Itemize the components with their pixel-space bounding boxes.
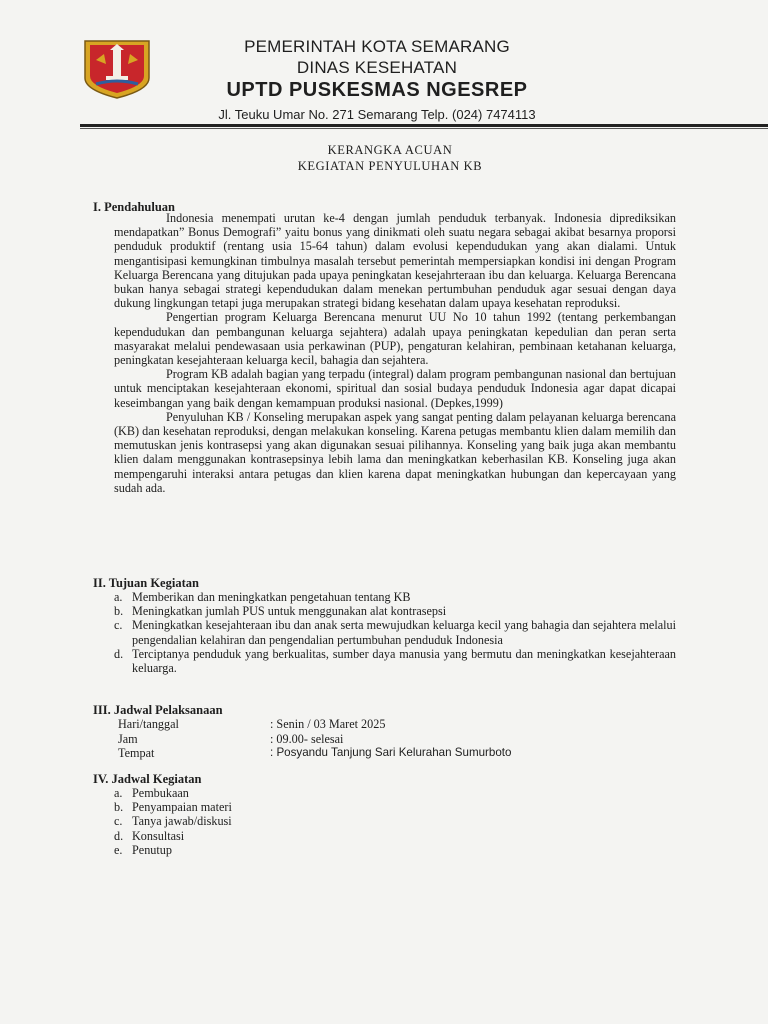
list-item	[114, 814, 676, 828]
schedule-value: : Senin / 03 Maret 2025	[270, 717, 386, 731]
schedule-key: Tempat	[118, 746, 155, 760]
section-heading-goals: II. Tujuan Kegiatan	[93, 576, 199, 590]
letterhead-institution: UPTD PUSKESMAS NGESREP	[226, 79, 528, 101]
list-item	[114, 604, 676, 618]
list-text: Penutup	[132, 842, 172, 857]
list-text: Meningkatkan kesejahteraan ibu dan anak serta mewujudkan keluarga kecil yang bahagia dan sejahtera melalui pengendalian kelahiran dan pengendalian pertumbuhan penduduk Indonesia	[132, 618, 676, 647]
schedule-key: Hari/tanggal	[118, 717, 179, 731]
list-marker: d.	[114, 646, 124, 661]
list-marker: b.	[114, 800, 124, 815]
list-text: Memberikan dan meningkatkan pengetahuan tentang KB	[132, 590, 411, 604]
list-text: Meningkatkan jumlah PUS untuk menggunakan alat kontrasepsi	[132, 604, 447, 619]
title-line-1: KERANGKA ACUAN	[327, 143, 453, 157]
schedule-row	[118, 717, 511, 732]
letterhead-department: DINAS KESEHATAN	[296, 58, 458, 77]
list-marker: b.	[114, 604, 124, 619]
list-item	[114, 800, 676, 814]
section-intro-body	[114, 211, 676, 495]
semarang-city-emblem-icon	[82, 38, 152, 100]
letterhead-rule	[80, 124, 768, 127]
paragraph: Program KB adalah bagian yang terpadu (integral) dalam program pembangunan nasional dan bertujuan untuk menciptakan kesejahteraan ekonomi, spiritual dan sosial budaya penduduk Indonesia agar dapat dicapai keseimbangan yang baik dengan kemampuan produksi nasional. (Depkes,1999)	[114, 367, 676, 410]
list-marker: d.	[114, 828, 124, 843]
title-line-2: KEGIATAN PENYULUHAN KB	[297, 159, 483, 173]
schedule-row	[118, 746, 511, 761]
paragraph: Pengertian program Keluarga Berencana menurut UU No 10 tahun 1992 (tentang perkembangan kependudukan dan pembangunan keluarga sejahtera) adalah upaya peningkatan kepedulian dan peran serta masyarakat melalui pendewasaan usia perkawinan (PUP), pengaturan kelahiran, pembinaan ketahanan keluarga, peningkatan kesejahteraan keluarga kecil, bahagia dan sejahtera.	[114, 310, 676, 368]
letterhead-address: Jl. Teuku Umar No. 271 Semarang Telp. (024) 7474113	[218, 107, 536, 122]
agenda-list	[114, 786, 676, 857]
list-text: Tanya jawab/diskusi	[132, 814, 232, 829]
letterhead	[150, 36, 604, 125]
list-item	[114, 647, 676, 675]
list-marker: c.	[114, 814, 123, 829]
list-marker: a.	[114, 786, 123, 800]
list-item	[114, 590, 676, 604]
list-item	[114, 829, 676, 843]
list-item	[114, 786, 676, 800]
schedule-row	[118, 732, 511, 747]
list-text: Terciptanya penduduk yang berkualitas, sumber daya manusia yang bermutu dan meningkatkan kesejahteraan keluarga.	[132, 646, 676, 676]
list-text: Penyampaian materi	[132, 800, 232, 815]
schedule-key: Jam	[118, 731, 138, 746]
section-heading-schedule: III. Jadwal Pelaksanaan	[93, 703, 223, 717]
list-marker: c.	[114, 618, 123, 633]
list-text: Pembukaan	[132, 786, 189, 800]
schedule-value: : Posyandu Tanjung Sari Kelurahan Sumurboto	[270, 746, 512, 759]
schedule-table	[118, 717, 511, 761]
section-heading-agenda: IV. Jadwal Kegiatan	[93, 772, 202, 786]
paragraph: Indonesia menempati urutan ke-4 dengan jumlah penduduk terbanyak. Indonesia diprediksikan mendapatkan” Bonus Demografi” yaitu bonus yang dinikmati oleh suatu negara sebagai akibat besarnya proporsi penduduk produktif (rentang usia 15-64 tahun) dalam evolusi kependudukan yang akan dialami. Untuk mengantisipasi kemungkinan timbulnya masalah tersebut pemerintah mempersiapkan kondisi ini dengan Program Keluarga Berencana yang ditujukan pada upaya peningkatan kesejahrteraan ibu dan keluarga. Keluarga Berencana bukan hanya sebagai strategi kependudukan dalam menekan pertumbuhan penduduk agar sesuai dengan daya dukung lingkungan tetapi juga merupakan strategi bidang kesehatan dalam upaya kesehatan reproduksi.	[114, 211, 676, 311]
paragraph: Penyuluhan KB / Konseling merupakan aspek yang sangat penting dalam pelayanan keluarga berencana (KB) dan kesehatan reproduksi, dengan melakukan konseling. Karena petugas membantu klien dalam memilih dan memutuskan jenis kontrasepsi yang akan digunakan sesuai pilihannya. Konseling yang baik juga akan membantu klien dalam menggunakan kontrasepsinya lebih lama dan meningkatkan keberhasilan KB. Konseling juga akan mempengaruhi interaksi antara petugas dan klien karena dapat meningkatkan hubungan dan kepercayaan yang sudah ada.	[114, 409, 676, 495]
section-heading-intro: I. Pendahuluan	[93, 200, 175, 214]
goals-list	[114, 590, 676, 675]
document-title	[190, 142, 590, 174]
schedule-value: : 09.00- selesai	[270, 731, 344, 746]
list-marker: a.	[114, 590, 123, 604]
letterhead-government: PEMERINTAH KOTA SEMARANG	[244, 37, 510, 56]
letterhead-rule-thin	[80, 128, 768, 129]
list-item	[114, 843, 676, 857]
list-marker: e.	[114, 842, 123, 857]
list-text: Konsultasi	[132, 828, 185, 843]
list-item	[114, 618, 676, 646]
